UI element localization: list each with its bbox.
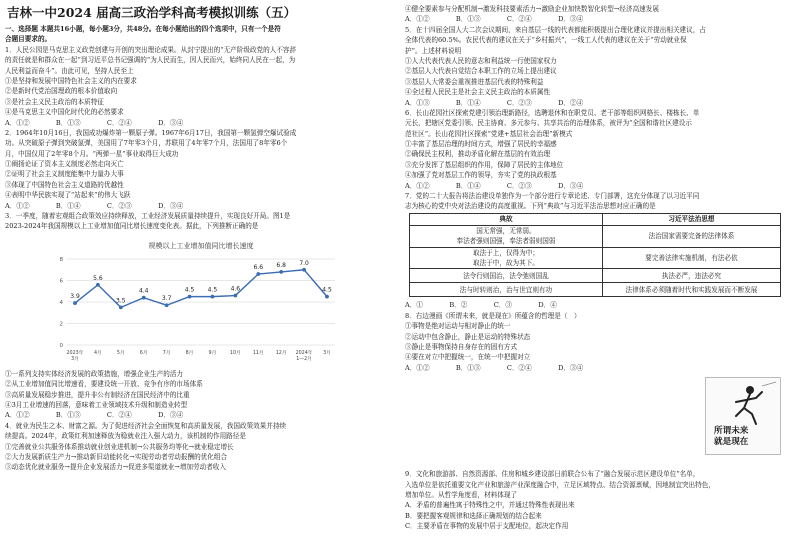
data-point — [279, 270, 283, 274]
data-label: 4.5 — [184, 286, 195, 294]
allusion-line: 取法于中，故为其下。 — [472, 259, 539, 268]
data-label: 7.0 — [299, 259, 309, 267]
text-line: ①人大代表代表人民的意志和利益统一行使国家权力 — [405, 56, 557, 65]
allusion-line: 法令行则国治，法令弛则国乱 — [463, 271, 549, 280]
right-column — [405, 4, 789, 532]
data-point — [142, 296, 146, 300]
x-tick-label-part: 11月 — [252, 350, 264, 356]
left-question-block — [5, 24, 395, 232]
text-line: 8．右边漫画《所谓未来，就是现在》所蕴含的哲理是（ ） — [405, 311, 581, 320]
text-line: 2．1964年10月16日，我国成功爆炸第一颗原子弹。1967年6月17日，我国第一颗氢弹空爆试验成 — [5, 128, 297, 137]
text-line: 续提高。2024年，政策红利加速释放为稳就业注入强大动力，该机制的作用路径是 — [5, 432, 246, 441]
text-line: 范社区”。长山花园社区探索“党建+基层社会治理”新模式 — [405, 129, 573, 138]
table-header-row — [410, 213, 781, 225]
text-line: ①完善就业公共服务体系推动就业创业进机制→公共服务均等化→就业稳定增长 — [5, 442, 234, 451]
text-line: ③高质量发展稳步推进，提升非公有制经济在国民经济中的比重 — [5, 390, 190, 399]
text-line: ③是社会主义民主政治的本质特征 — [5, 97, 104, 106]
table-header-allusion: 典故 — [410, 213, 603, 225]
text-line: A．①② B．①④ C．②③ D．③④ — [5, 201, 184, 210]
question-8-area — [405, 373, 789, 469]
data-label: 5.6 — [93, 274, 103, 282]
text-line: 月，中国仅用了2年零8个月。“两弹一星”事业取得巨大成功 — [5, 149, 179, 158]
text-line: ④要在对立中把握统一，在统一中把握对立 — [405, 353, 531, 362]
allusion-line: 法与时转则治，治与世宜则有功 — [459, 285, 553, 294]
x-tick-label-part: 4月 — [93, 350, 102, 356]
text-line: ③体现了中国特色社会主义道路的优越性 — [5, 180, 124, 189]
data-point — [188, 295, 192, 299]
text-line: B．要把握客观规律和选择正确规划的结合起来 — [405, 511, 542, 520]
text-line: ④3月工业增速的回落，意味着工业领域技术升级和制造业转型 — [5, 400, 188, 409]
x-tick-label — [253, 349, 264, 356]
text-line: ②运动中包含静止，静止是运动的特殊状态 — [405, 332, 531, 341]
data-point — [302, 268, 306, 272]
allusion-line: 国无常强，无常弱。 — [476, 226, 536, 235]
text-line: 5．在十四届全国人大二次会议期间，来自基层一线的代表都能积极提出合理化建议并提出相关建议，占 — [405, 25, 706, 34]
table-header-thought: 习近平法治思想 — [602, 213, 780, 225]
x-tick-label-part: 5月 — [116, 350, 125, 356]
x-tick-label — [66, 349, 83, 362]
text-line: 志为核心的党中央对法治建设的高度重视。下列“典故”与习近平法治思想对应正确的是 — [405, 202, 656, 211]
text-line: ④是马克思主义中国化时代化的必然要求 — [5, 108, 124, 117]
text-line: ②确保民主权利，推动矛盾化解在基层的有效治理 — [405, 150, 551, 159]
text-line: A．①② B．①③ C．②④ D．③④ — [405, 363, 584, 372]
data-point — [325, 295, 329, 299]
text-line: ②大力发展新质生产力→推动新旧动能转化→实现劳动者劳动报酬的优化组合 — [5, 452, 228, 461]
table-body — [410, 225, 781, 297]
right-question-block-3 — [405, 469, 789, 531]
text-line: ②基层人大代表自觉结合本职工作的立场上提出建议 — [405, 67, 557, 76]
data-point — [211, 295, 215, 299]
text-line: 增加单位。从哲学角度看，材料体现了 — [405, 490, 518, 499]
text-line: ②从工业增加值同比增速看，要建设统一开放、竞争有序的市场体系 — [5, 380, 203, 389]
text-line: A．① B．② C．③ D．④ — [405, 301, 557, 310]
table-cell-allusion — [410, 225, 603, 247]
text-line: ②是新时代党治国理政的根本价值取向 — [5, 87, 118, 96]
table-row — [410, 247, 781, 269]
text-line: 2023-2024年我国规模以上工业增加值同比增长速度变化表。据此，下列推断正确的是 — [5, 222, 259, 231]
y-tick-label: 6 — [59, 278, 63, 285]
table-cell-thought: 要完善法律实施机制，有法必依 — [602, 247, 780, 269]
text-line: ④全过程人民民主是社会主义民主政治的本质属性 — [405, 88, 551, 97]
right-question-block — [405, 4, 789, 212]
cartoon-caption-line2: 就是现在 — [714, 437, 749, 448]
text-line: 护”。上述材料说明 — [405, 46, 462, 55]
table-row — [410, 269, 781, 283]
text-line: A．①② B．①④ C．②③ D．③④ — [405, 181, 584, 190]
text-line: A．①② B．①③ C．②④ D．③④ — [5, 118, 184, 127]
text-line: 全体代表的60.5%。农民代表的建议在关于“乡村振兴”，一线工人代表的建议在关于“劳动就业保 — [405, 36, 687, 45]
data-point — [96, 283, 100, 287]
text-line: 4．就业为民生之本、财富之源。为了促进经济社会全面恢复和高质量发展，我国政策效果并持续 — [5, 421, 287, 430]
data-label: 3.5 — [116, 297, 126, 305]
allusion-line: 奉法者强则国强，奉法者弱则国弱 — [456, 237, 556, 246]
x-tick-label-part: 3月 — [323, 350, 331, 356]
x-tick-label-part: 1—2月 — [296, 356, 312, 362]
table-cell-allusion — [410, 269, 603, 283]
x-tick-label — [230, 349, 241, 356]
text-line: ③静止是事物保持自身存在的固有方式 — [405, 343, 518, 351]
allusion-table — [409, 213, 781, 298]
data-label: 4.6 — [230, 285, 241, 293]
x-tick-label-part: 8月 — [185, 350, 194, 356]
text-line: 元长，把辖区党委引领、民主协商、多元参与、共享共治的治理体系，被评为“全国和谐社区建设示 — [405, 119, 692, 128]
data-point — [233, 293, 237, 297]
text-line: A．①② B．①③ C．②④ D．③④ — [405, 15, 584, 24]
data-point — [165, 303, 169, 307]
text-line: ②证明了社会主义制度能集中力量办大事 — [5, 170, 124, 179]
text-line: ①是坚持和发展中国特色社会主义的内在要求 — [5, 76, 137, 85]
text-line: ④表明中华民族实现了“站起来”的伟大飞跃 — [5, 191, 131, 200]
text-line: A．矛盾的普遍性寓于特殊性之中，并通过特殊性表现出来 — [405, 501, 575, 510]
data-label: 3.9 — [70, 292, 80, 300]
data-point — [256, 272, 260, 276]
text-line: A．①③ B．①④ C．②③ D．②④ — [405, 98, 584, 107]
data-label: 4.5 — [322, 286, 332, 294]
data-label: 6.8 — [276, 261, 286, 269]
x-tick-label-part: 10月 — [229, 350, 241, 356]
x-tick-label-part: 3月 — [71, 356, 79, 362]
text-line: 的责任就是和群众在一起”到习近平总书记强调的“为人民而生，因人民而兴，始终同人民在一起，为 — [5, 56, 296, 65]
right-question-block-2 — [405, 300, 789, 373]
x-tick-label-part: 2023年 — [66, 350, 84, 356]
table-row — [410, 283, 781, 297]
table-cell-allusion — [410, 247, 603, 269]
x-tick-label-part: 9月 — [208, 350, 217, 356]
text-line: 1．人民公园是马克思主义政党创建与开创的突出理论成果。从封宁提出的“无产阶级政党的人不容辞 — [5, 45, 297, 54]
growth-chart-svg — [5, 235, 385, 367]
x-tick-label-part: 12月 — [275, 350, 287, 356]
text-line: 6．长山花园社区探索党建引领治理新路径，选聘退休和在职党员、老干部等组织网格长、楼栋长、单 — [405, 108, 700, 117]
x-tick-label — [276, 349, 287, 356]
text-line: ①事物是绝对运动与相对静止的统一 — [405, 322, 511, 331]
x-tick-label — [296, 349, 313, 362]
data-point — [73, 301, 77, 305]
x-tick-label-part: 2024年 — [295, 350, 313, 356]
text-line: 一、选择题 本题共16小题，每小题3分，共48分。在每小题给出的四个选项中，只有一个是符 — [5, 25, 281, 33]
x-tick-label — [323, 349, 331, 356]
text-line: ③充分发挥了基层组织的作用，保障了居民的主体地位 — [405, 160, 564, 169]
chart-title: 规模以上工业增加值同比增长速度 — [148, 241, 254, 250]
data-label: 4.5 — [207, 286, 218, 294]
x-tick-label — [140, 349, 148, 356]
table-cell-thought: 执法必严，违法必究 — [602, 269, 780, 283]
left-column — [5, 4, 395, 473]
text-line: C．主要矛盾在事物的发展中居于支配地位，起决定作用 — [405, 522, 569, 531]
x-tick-label — [209, 349, 217, 356]
table-cell-thought: 法治国家需要完备的法律体系 — [602, 225, 780, 247]
cartoon-caption-line1: 所谓未来 — [714, 426, 749, 437]
allusion-line: 取法于上，仅得为中； — [472, 248, 539, 257]
text-line: ①一系列支持实体经济发展的政策措施，增强企业生产的活力 — [5, 369, 184, 378]
text-line: ①丰富了基层治理的时间方式，增强了居民的幸福感 — [405, 140, 557, 149]
text-line: ①阐扬论证了资本主义制度必然走向灭亡 — [5, 160, 124, 169]
growth-chart — [5, 235, 395, 367]
y-tick-label: 2 — [59, 321, 63, 328]
data-label: 4.4 — [138, 287, 149, 295]
y-tick-label: 8 — [59, 256, 63, 263]
text-line: 合题目要求的。 — [5, 35, 52, 44]
text-line: 入选单位是依托重要文化产业和旅游产业深度融合中，立足区域特点、结合资源禀赋，因地制宜突出特色， — [405, 480, 715, 489]
text-line: A．①② B．①③ C．②④ D．③④ — [5, 411, 184, 420]
text-line: ③动态优化就业服务→提升企业发展活力→促进多渠道就业→增加劳动者收入 — [5, 463, 226, 472]
data-point — [119, 305, 123, 309]
text-line: 7．党的二十大报告将法治建设单独作为一个部分进行专章论述、专门部署，这充分体现了以习近平同 — [405, 192, 700, 201]
x-tick-label-part: 7月 — [162, 350, 171, 356]
table-cell-allusion — [410, 283, 603, 297]
text-line: ③基层人大常委会重视推进基层代表的特殊利益 — [405, 77, 544, 86]
table-cell-thought: 法律体系必须随着时代和实践发展而不断发展 — [602, 283, 780, 297]
text-line: 人民利益而奋斗”。由此可见，坚持人民至上 — [5, 66, 134, 75]
cartoon-image — [705, 377, 781, 455]
y-tick-label: 0 — [59, 342, 63, 349]
text-line: ④健全要素参与分配机制→激发科技要素活力→激励企业加快数智化转型→经济高速发展 — [405, 5, 659, 13]
x-tick-label — [186, 349, 194, 356]
text-line: ④加强了党对基层工作的领导，夯实了党的执政根基 — [405, 171, 557, 180]
table-row — [410, 225, 781, 247]
page-title: 吉林一中2024 届高三政治学科高考模拟训练（五） — [7, 5, 297, 20]
x-tick-label-part: 6月 — [139, 350, 148, 356]
y-tick-label: 4 — [59, 299, 63, 306]
x-tick-label — [163, 349, 171, 356]
x-tick-label — [94, 349, 102, 356]
left-question-block-2 — [5, 369, 395, 473]
text-line: 9．文化和旅游部、自然资源部、住房和城乡建设部日前联合公布了“融合发展示范区建设单位”名单， — [405, 470, 700, 479]
data-label: 3.7 — [161, 295, 172, 303]
text-line: 功。从突破原子弹到突破氢弹，美国用了7年零3个月，苏联用了4年零7个月，法国用了8年零6个 — [5, 139, 288, 148]
data-label: 6.6 — [253, 263, 264, 271]
x-tick-label — [117, 349, 125, 356]
text-line: 3．一季度，随着宏观组合政策效应持续释放，工业经济发展质量持续提升，实现良好开局。图1是 — [5, 212, 291, 221]
